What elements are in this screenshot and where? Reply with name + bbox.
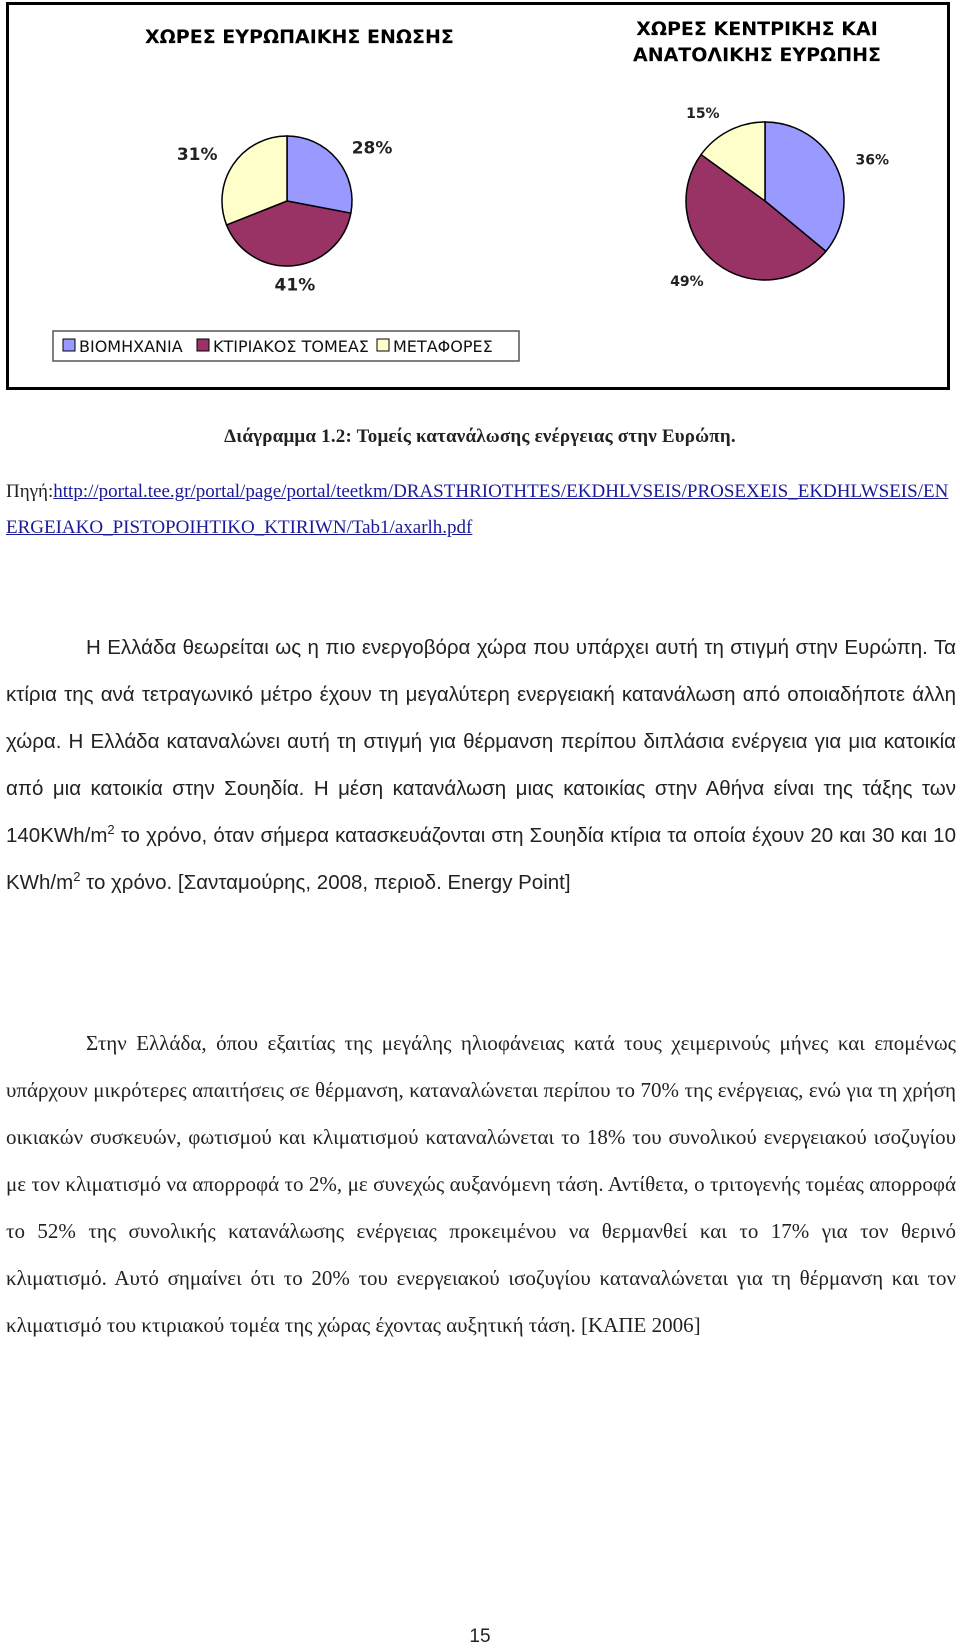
figure-caption: Διάγραμμα 1.2: Τομείς κατανάλωσης ενέργειας στην Ευρώπη. [224,426,736,447]
chart-title-eu: ΧΩΡΕΣ ΕΥΡΩΠΑΙΚΗΣ ΕΝΩΣΗΣ [145,26,454,48]
legend-swatch-transport [377,339,389,351]
pie-slice-eu-industry [287,136,352,213]
pie-chart-cee [670,106,889,290]
paragraph-1-text-b: το χρόνο, όταν σήμερα κατασκευάζονται στη Σουηδία κτίρια τα οποία έχουν 20 και 30 και 10 KWh/m [6,824,956,894]
pie-charts [9,5,947,387]
source-prefix: Πηγή: [6,481,54,502]
paragraph-2-text: Στην Ελλάδα, όπου εξαιτίας της μεγάλης ηλιοφάνειας κατά τους χειμερινούς μήνες και επομένως υπάρχουν μικρότερες απαιτήσεις σε θέρμανση, καταναλώνεται περίπου το 70% της ενέργειας, ενώ για τη χρήση οικιακών συσκευών, φωτισμού και κλιματισμού καταναλώνεται το 18% του συνολικού ενεργειακού ισοζυγίου με τον κλιματισμό να απορροφά το 2%, με συνεχώς αυξανόμενη τάση. Αντίθετα, ο τριτογενής τομέας απορροφά το 52% της συνολικής κατανάλωσης ενέργειας προκειμένου να θερμανθεί και το 17% για τον θερινό κλιματισμό. Αυτό σημαίνει ότι το 20% του ενεργειακού ισοζυγίου καταναλώνεται για τη θέρμανση και τον κλιματισμό του κτιριακού τομέα της χώρας έχοντας αυξητική τάση. [ΚΑΠΕ 2006] [6,1031,956,1337]
legend [53,331,519,361]
page-number: 15 [469,1626,491,1647]
legend-label-industry: ΒΙΟΜΗΧΑΝΙΑ [79,337,183,356]
chart-title-cee-line1: ΧΩΡΕΣ ΚΕΝΤΡΙΚΗΣ ΚΑΙ [636,18,878,40]
legend-swatch-buildings [197,339,209,351]
data-label-eu-buildings: 41% [274,275,316,296]
source-citation [6,474,956,546]
data-label-cee-buildings: 49% [670,274,704,291]
pie-chart-eu [177,136,393,296]
data-label-eu-industry: 28% [351,138,393,159]
paragraph-1-text-c: το χρόνο. [Σανταμούρης, 2008, περιοδ. Energy Point] [80,871,571,894]
superscript-1: 2 [107,822,115,838]
superscript-2: 2 [73,869,81,885]
source-link[interactable]: http://portal.tee.gr/portal/page/portal/teetkm/DRASTHRIOTHTES/EKDHLVSEIS/PROSEXEIS_EKDHLWSEIS/ENERGEIAKO_PISTOPOIHTIKO_KTIRIWN/Tab1/axarlh.pdf [6,481,949,538]
paragraph-1-text-a: Η Ελλάδα θεωρείται ως η πιο ενεργοβόρα χώρα που υπάρχει αυτή τη στιγμή στην Ευρώπη. Τα κτίρια της ανά τετραγωνικό μέτρο έχουν τη μεγαλύτερη ενεργειακή κατανάλωση από οποιαδήποτε άλλη χώρα. Η Ελλάδα καταναλώνει αυτή τη στιγμή για θέρμανση περίπου διπλάσια ενέργεια για μια κατοικία από μια κατοικία στην Σουηδία. Η μέση κατανάλωση μιας κατοικίας στην Αθήνα είναι της τάξης των 140KWh/m [6,636,956,847]
data-label-cee-transport: 15% [686,105,720,122]
data-label-eu-transport: 31% [176,144,218,165]
legend-swatch-industry [63,339,75,351]
data-label-cee-industry: 36% [855,152,889,169]
chart-title-cee-line2: ΑΝΑΤΟΛΙΚΗΣ ΕΥΡΩΠΗΣ [632,44,882,66]
legend-label-transport: ΜΕΤΑΦΟΡΕΣ [393,337,493,356]
legend-label-buildings: ΚΤΙΡΙΑΚΟΣ ΤΟΜΕΑΣ [213,337,369,356]
paragraph-2 [6,1020,956,1349]
chart-figure [6,2,950,390]
paragraph-1 [6,624,956,906]
